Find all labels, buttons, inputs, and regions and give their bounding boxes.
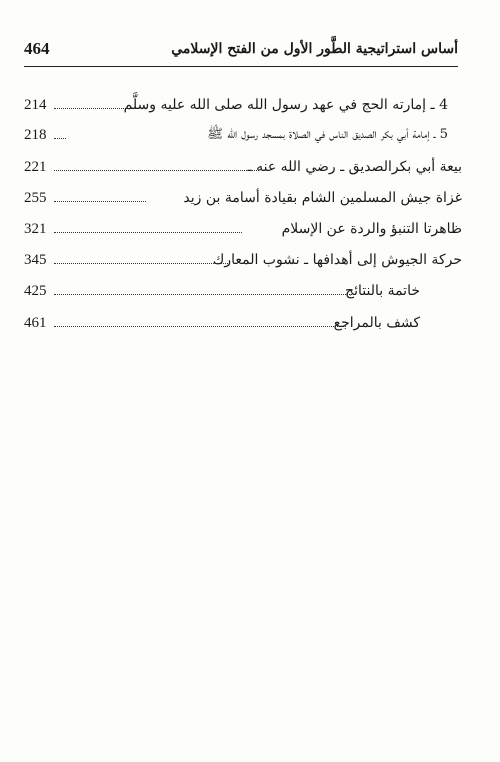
toc-entry-title: 4 ـ إمارته الحج في عهد رسول الله صلى الله عليه وسلَّم xyxy=(123,97,448,113)
running-title: أساس استراتيجية الطَّور الأول من الفتح الإسلامي xyxy=(171,41,458,57)
toc-dot-leader xyxy=(54,170,259,171)
toc-entry-title: كشف بالمراجع xyxy=(333,315,420,331)
toc-entry-title: حركة الجيوش إلى أهدافها ـ نشوب المعارك xyxy=(212,252,462,268)
toc-entry-title: ظاهرتا التنبؤ والردة عن الإسلام xyxy=(281,221,462,237)
toc-page-number: 221 xyxy=(24,159,47,175)
toc-dot-leader xyxy=(54,138,66,139)
toc-entry xyxy=(24,92,458,118)
toc-dot-leader xyxy=(54,294,354,295)
toc-page-number: 255 xyxy=(24,190,47,206)
toc-entry-title: بيعة أبي بكرالصديق ـ رضي الله عنه ـ xyxy=(247,159,462,175)
toc-dot-leader xyxy=(54,232,242,233)
toc-entry xyxy=(24,278,462,304)
toc-page-number: 214 xyxy=(24,97,47,113)
toc-entry xyxy=(24,185,462,211)
toc-dot-leader xyxy=(54,201,146,202)
toc-page-number: 461 xyxy=(24,315,47,331)
toc-dot-leader xyxy=(54,326,346,327)
page-number: 464 xyxy=(24,39,50,58)
toc-page-number: 218 xyxy=(24,127,47,143)
toc-page-number: 425 xyxy=(24,283,47,299)
toc-entry xyxy=(24,247,462,273)
toc-page-number: 345 xyxy=(24,252,47,268)
toc-dot-leader xyxy=(54,263,230,264)
toc-entry xyxy=(24,122,458,148)
toc-entry xyxy=(24,154,462,180)
toc-entry-title: خاتمة بالنتائج xyxy=(345,283,420,299)
toc-page-number: 321 xyxy=(24,221,47,237)
toc-entry xyxy=(24,310,462,336)
toc-entry xyxy=(24,216,462,242)
toc-entry-title: غزاة جيش المسلمين الشام بقيادة أسامة بن زيد xyxy=(183,190,462,206)
toc-entry-title: 5 ـ إمامة أبي بكر الصديق الناس في الصلاة بمسجد رسول الله ﷺ xyxy=(207,127,448,142)
